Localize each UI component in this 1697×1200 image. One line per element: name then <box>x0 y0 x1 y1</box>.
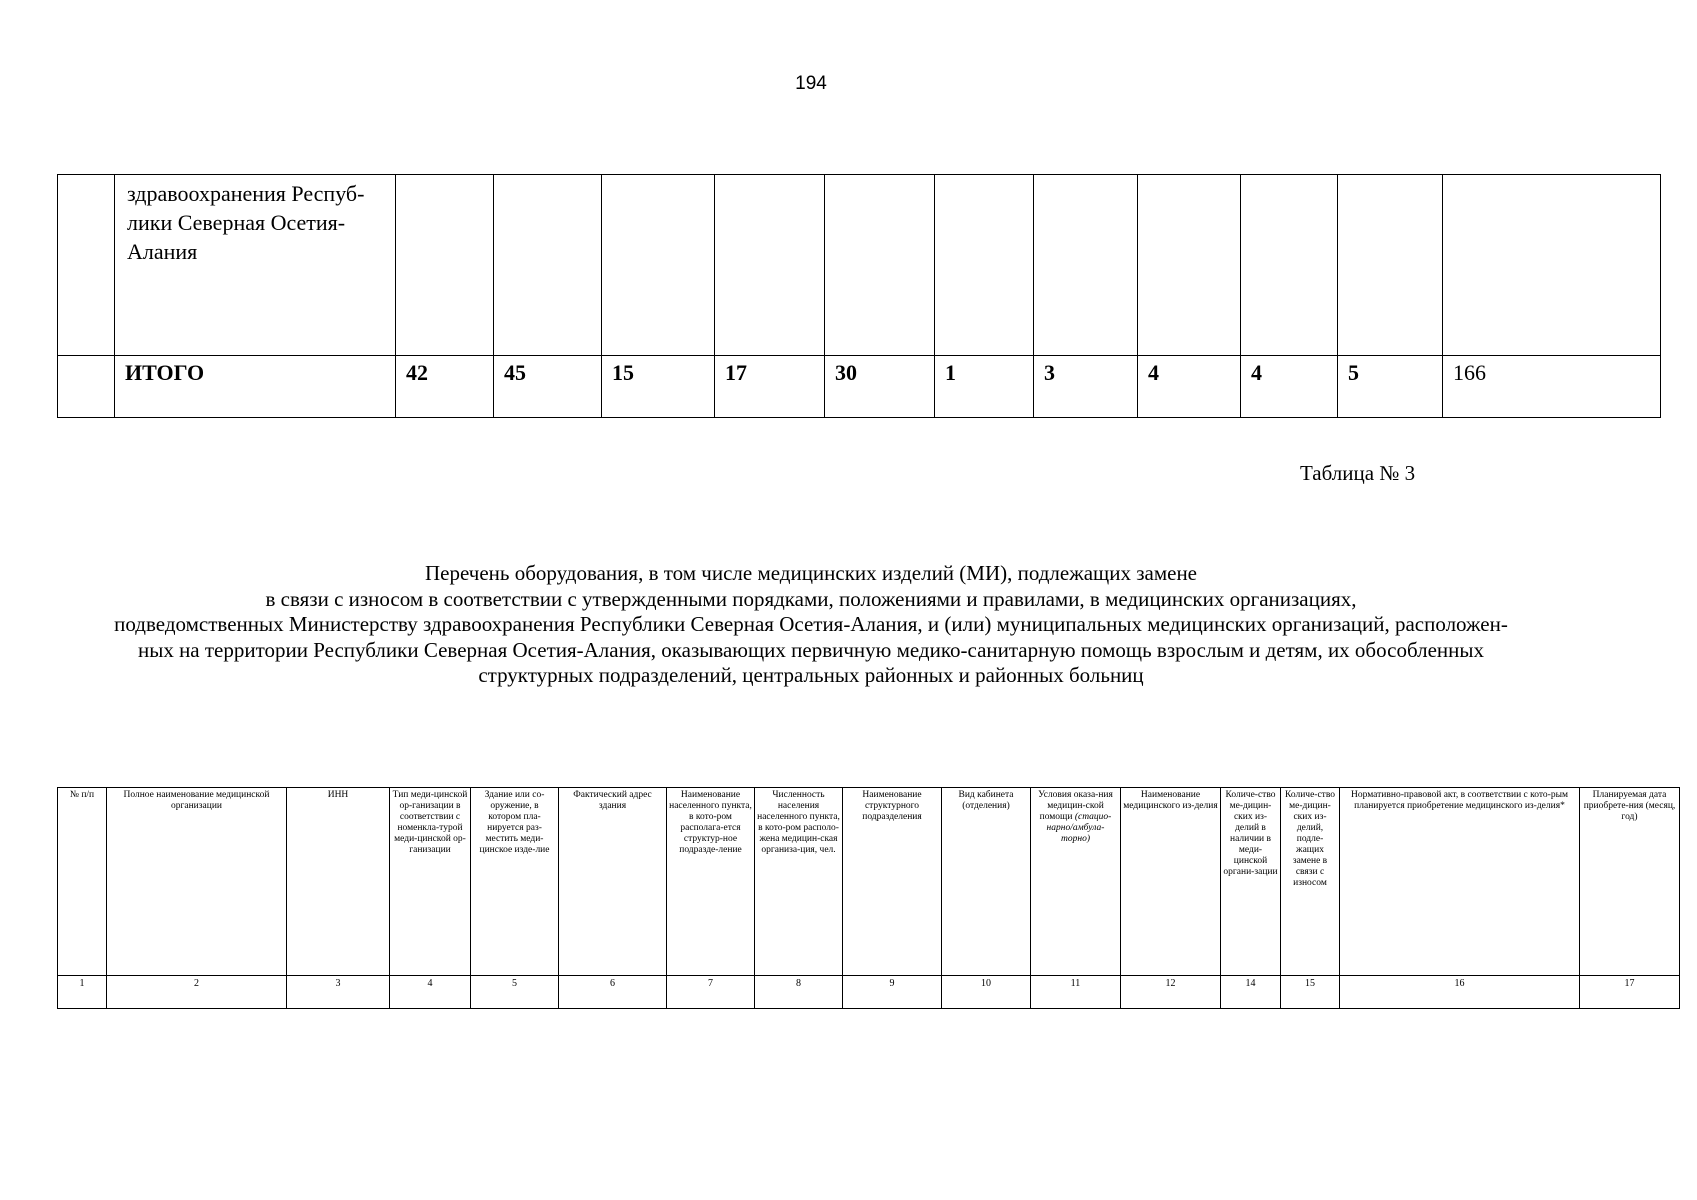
table-cell <box>1138 175 1241 356</box>
table-cell <box>935 175 1034 356</box>
column-header: Наименование населенного пункта, в кото-ром располага-ется структур-ное подразде-ление <box>667 788 755 976</box>
table-cell <box>1241 175 1338 356</box>
summary-table <box>57 174 1661 418</box>
table-cell <box>602 175 715 356</box>
title-line: ных на территории Республики Северная Осетия-Алания, оказывающих первичную медико-санитарную помощь взрослым и детям, их обособленных <box>137 637 1485 662</box>
table-cell <box>396 175 494 356</box>
total-value: 30 <box>825 356 935 418</box>
column-number: 1 <box>58 976 107 1009</box>
column-number: 6 <box>559 976 667 1009</box>
column-header: Вид кабинета (отделения) <box>942 788 1031 976</box>
total-value: 5 <box>1338 356 1443 418</box>
table-cell <box>58 356 115 418</box>
table-row <box>58 175 1661 356</box>
page-number: 194 <box>795 73 827 94</box>
column-number: 4 <box>390 976 471 1009</box>
totals-row <box>58 356 1661 418</box>
column-number: 11 <box>1031 976 1121 1009</box>
table-cell <box>1443 175 1661 356</box>
org-line: лики Северная Осетия- <box>127 210 346 235</box>
table-caption: Таблица № 3 <box>1300 461 1416 485</box>
header-text: Условия оказа-ния медицин-ской помощи <box>1038 790 1113 822</box>
title-line: структурных подразделений, центральных районных и районных больниц <box>478 663 1144 687</box>
column-header: ИНН <box>287 788 390 976</box>
table-cell <box>715 175 825 356</box>
column-number: 10 <box>942 976 1031 1009</box>
column-number: 9 <box>843 976 942 1009</box>
column-header: Наименование структурного подразделения <box>843 788 942 976</box>
column-number: 17 <box>1580 976 1680 1009</box>
total-value: 42 <box>396 356 494 418</box>
column-header: Здание или со-оружение, в котором пла-нируется раз-местить меди-цинское изде-лие <box>471 788 559 976</box>
document-title <box>40 561 1582 689</box>
total-label: ИТОГО <box>115 356 396 418</box>
total-value: 166 <box>1443 356 1661 418</box>
column-number: 14 <box>1221 976 1281 1009</box>
table-cell <box>58 175 115 356</box>
total-value: 17 <box>715 356 825 418</box>
organization-name-cell <box>115 175 396 356</box>
column-number: 3 <box>287 976 390 1009</box>
table-cell <box>1338 175 1443 356</box>
column-number: 7 <box>667 976 755 1009</box>
table-cell <box>825 175 935 356</box>
header-row <box>58 788 1680 976</box>
column-header: Тип меди-цинской ор-ганизации в соответствии с номенкла-турой меди-цинской ор-ганизации <box>390 788 471 976</box>
total-value: 4 <box>1241 356 1338 418</box>
header-text-italic: (стацио-нарно/амбула-торно) <box>1046 812 1112 844</box>
title-line: в связи с износом в соответствии с утвержденными порядками, положениями и правилами, в медицинских организациях, <box>265 586 1357 611</box>
column-header: Фактический адрес здания <box>559 788 667 976</box>
org-line: Алания <box>127 239 198 264</box>
column-header: Полное наименование медицинской организации <box>107 788 287 976</box>
column-number-row <box>58 976 1680 1009</box>
column-header: Количе-ство ме-дицин-ских из-делий в наличии в меди-цинской органи-зации <box>1221 788 1281 976</box>
column-header: Наименование медицинского из-делия <box>1121 788 1221 976</box>
total-value: 4 <box>1138 356 1241 418</box>
column-header <box>1031 788 1121 976</box>
column-header: Планируемая дата приобрете-ния (месяц, год) <box>1580 788 1680 976</box>
equipment-table <box>57 787 1680 1009</box>
total-value: 1 <box>935 356 1034 418</box>
title-line: Перечень оборудования, в том числе медицинских изделий (МИ), подлежащих замене <box>424 561 1198 585</box>
title-line: подведомственных Министерству здравоохранения Республики Северная Осетия-Алания, и (или) муниципальных медицинских организаций, расположен- <box>114 612 1508 636</box>
column-header: Нормативно-правовой акт, в соответствии с кото-рым планируется приобретение медицинского из-делия* <box>1340 788 1580 976</box>
column-number: 15 <box>1281 976 1340 1009</box>
table-cell <box>1034 175 1138 356</box>
column-number: 8 <box>755 976 843 1009</box>
org-line: здравоохранения Респуб- <box>127 181 365 206</box>
total-value: 15 <box>602 356 715 418</box>
column-number: 5 <box>471 976 559 1009</box>
total-value: 3 <box>1034 356 1138 418</box>
column-number: 16 <box>1340 976 1580 1009</box>
column-number: 12 <box>1121 976 1221 1009</box>
total-value: 45 <box>494 356 602 418</box>
column-number: 2 <box>107 976 287 1009</box>
column-header: Количе-ство ме-дицин-ских из-делий, подле-жащих замене в связи с износом <box>1281 788 1340 976</box>
column-header: Численность населения населенного пункта, в кото-ром располо-жена медицин-ская организа-ция, чел. <box>755 788 843 976</box>
column-header: № п/п <box>58 788 107 976</box>
table-cell <box>494 175 602 356</box>
